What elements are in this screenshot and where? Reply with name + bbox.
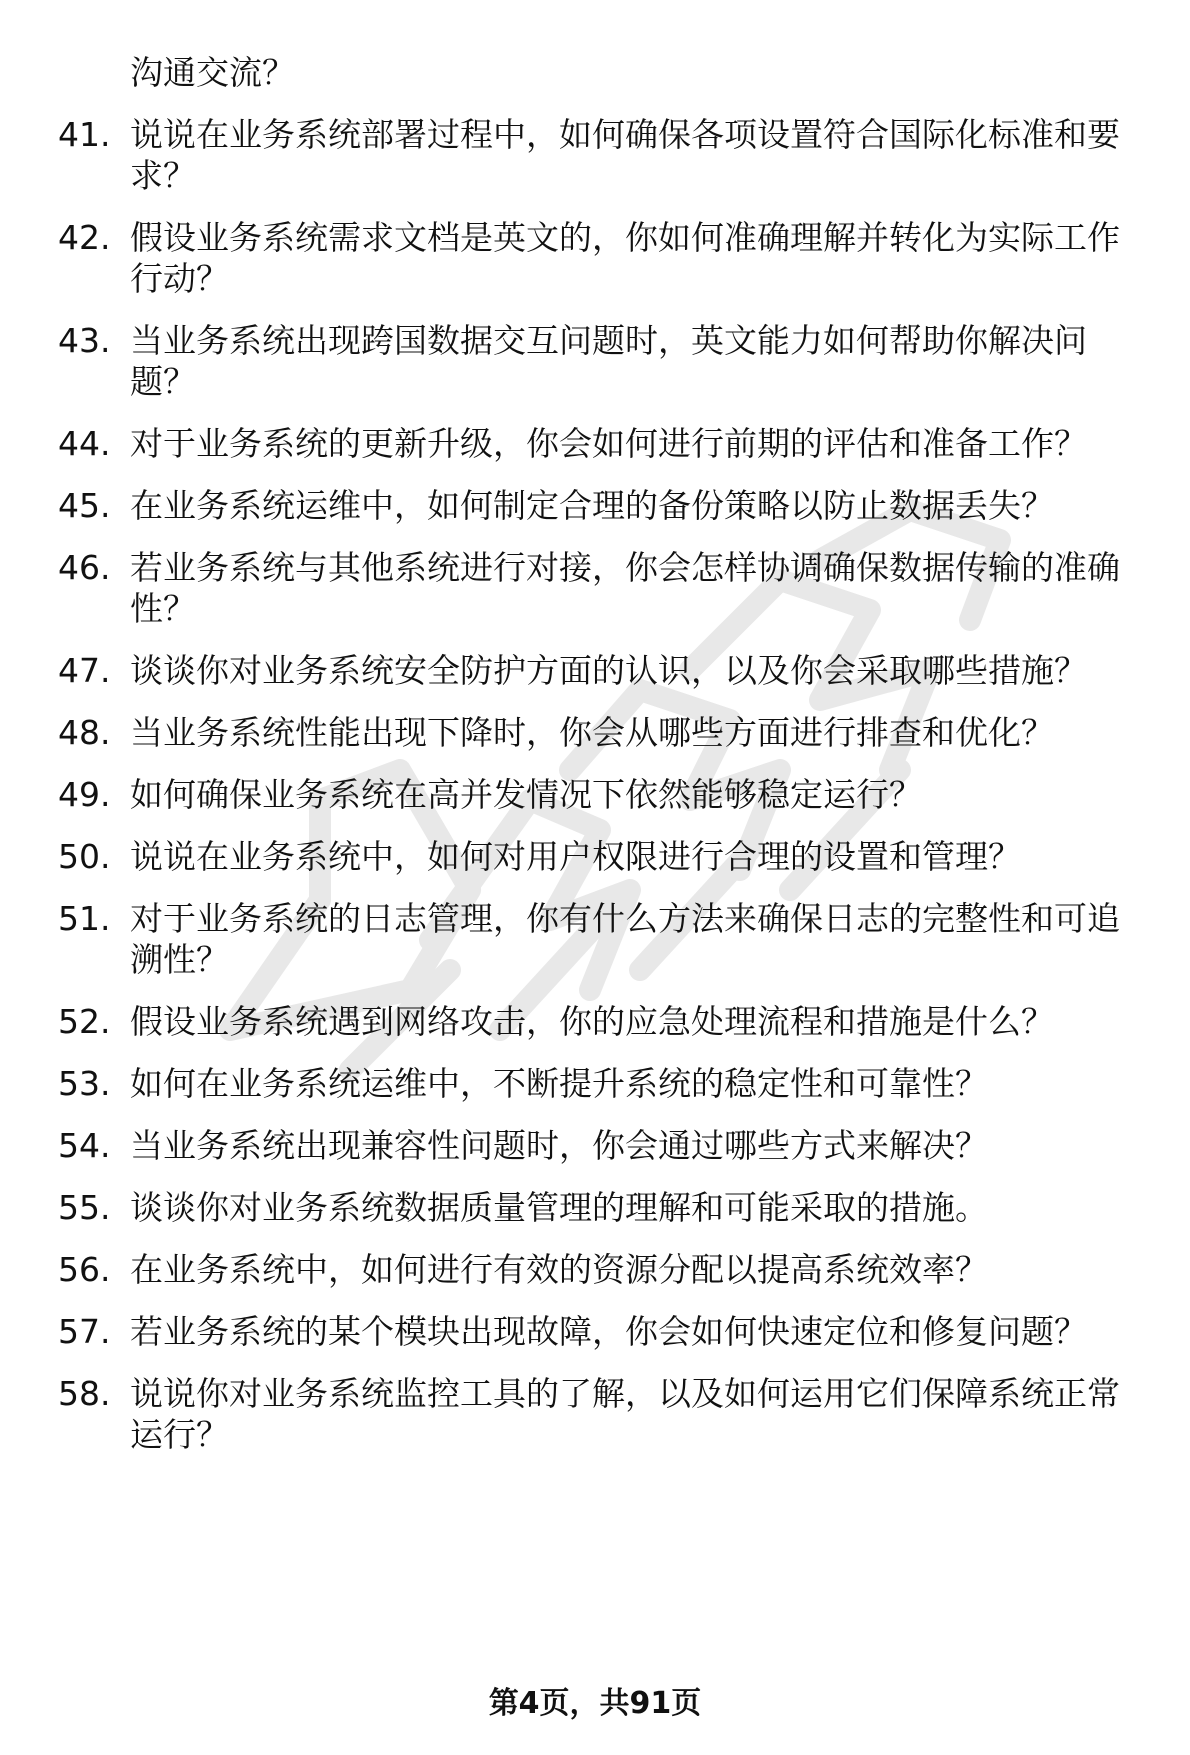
- question-item: [0, 1001, 1190, 1042]
- question-item: [0, 1063, 1190, 1104]
- question-number: 50.: [58, 837, 111, 876]
- question-number: 57.: [58, 1312, 111, 1351]
- question-text: 假设业务系统遇到网络攻击，你的应急处理流程和措施是什么？: [130, 1002, 1054, 1041]
- question-number: 58.: [58, 1374, 111, 1413]
- question-item: [0, 774, 1190, 815]
- question-number: 41.: [58, 115, 111, 154]
- question-item: [0, 423, 1190, 464]
- question-number: 53.: [58, 1064, 111, 1103]
- question-text: 若业务系统与其他系统进行对接，你会怎样协调确保数据传输的准确性？: [130, 548, 1120, 628]
- question-number: 49.: [58, 775, 111, 814]
- question-number: 45.: [58, 486, 111, 525]
- question-item: [0, 485, 1190, 526]
- question-text: 谈谈你对业务系统数据质量管理的理解和可能采取的措施。: [130, 1188, 988, 1227]
- question-text: 当业务系统性能出现下降时，你会从哪些方面进行排查和优化？: [130, 713, 1054, 752]
- question-item: [0, 650, 1190, 691]
- question-item: [0, 114, 1190, 196]
- question-text: 对于业务系统的更新升级，你会如何进行前期的评估和准备工作？: [130, 424, 1087, 463]
- question-text: 当业务系统出现兼容性问题时，你会通过哪些方式来解决？: [130, 1126, 988, 1165]
- question-number: 51.: [58, 899, 111, 938]
- question-text: 说说在业务系统中，如何对用户权限进行合理的设置和管理？: [130, 837, 1021, 876]
- question-item: [0, 1187, 1190, 1228]
- question-text: 在业务系统中，如何进行有效的资源分配以提高系统效率？: [130, 1250, 988, 1289]
- question-text: 当业务系统出现跨国数据交互问题时，英文能力如何帮助你解决问题？: [130, 321, 1087, 401]
- question-text: 说说在业务系统部署过程中，如何确保各项设置符合国际化标准和要求？: [130, 115, 1120, 195]
- question-item: [0, 320, 1190, 402]
- question-number: 54.: [58, 1126, 111, 1165]
- question-number: 44.: [58, 424, 111, 463]
- question-text: 谈谈你对业务系统安全防护方面的认识，以及你会采取哪些措施？: [130, 651, 1087, 690]
- question-item: [0, 898, 1190, 980]
- question-item: [0, 1249, 1190, 1290]
- question-number: 42.: [58, 218, 111, 257]
- question-text: 如何在业务系统运维中，不断提升系统的稳定性和可靠性？: [130, 1064, 988, 1103]
- question-number: 46.: [58, 548, 111, 587]
- question-list: [0, 52, 1190, 1476]
- question-text: 在业务系统运维中，如何制定合理的备份策略以防止数据丢失？: [130, 486, 1054, 525]
- question-item: [0, 1125, 1190, 1166]
- question-number: 47.: [58, 651, 111, 690]
- question-text: 如何确保业务系统在高并发情况下依然能够稳定运行？: [130, 775, 922, 814]
- question-item: [0, 547, 1190, 629]
- question-item: [0, 217, 1190, 299]
- question-item: [0, 836, 1190, 877]
- question-item: [0, 712, 1190, 753]
- question-item: [0, 1373, 1190, 1455]
- question-item: [0, 1311, 1190, 1352]
- question-number: 48.: [58, 713, 111, 752]
- question-continuation: 沟通交流？: [130, 53, 295, 92]
- page-number-footer: 第4页，共91页: [488, 1686, 702, 1721]
- question-text: 对于业务系统的日志管理，你有什么方法来确保日志的完整性和可追溯性？: [130, 899, 1120, 979]
- question-number: 43.: [58, 321, 111, 360]
- question-number: 52.: [58, 1002, 111, 1041]
- question-text: 若业务系统的某个模块出现故障，你会如何快速定位和修复问题？: [130, 1312, 1087, 1351]
- question-text: 假设业务系统需求文档是英文的，你如何准确理解并转化为实际工作行动？: [130, 218, 1120, 298]
- question-number: 56.: [58, 1250, 111, 1289]
- question-text: 说说你对业务系统监控工具的了解，以及如何运用它们保障系统正常运行？: [130, 1374, 1120, 1454]
- question-number: 55.: [58, 1188, 111, 1227]
